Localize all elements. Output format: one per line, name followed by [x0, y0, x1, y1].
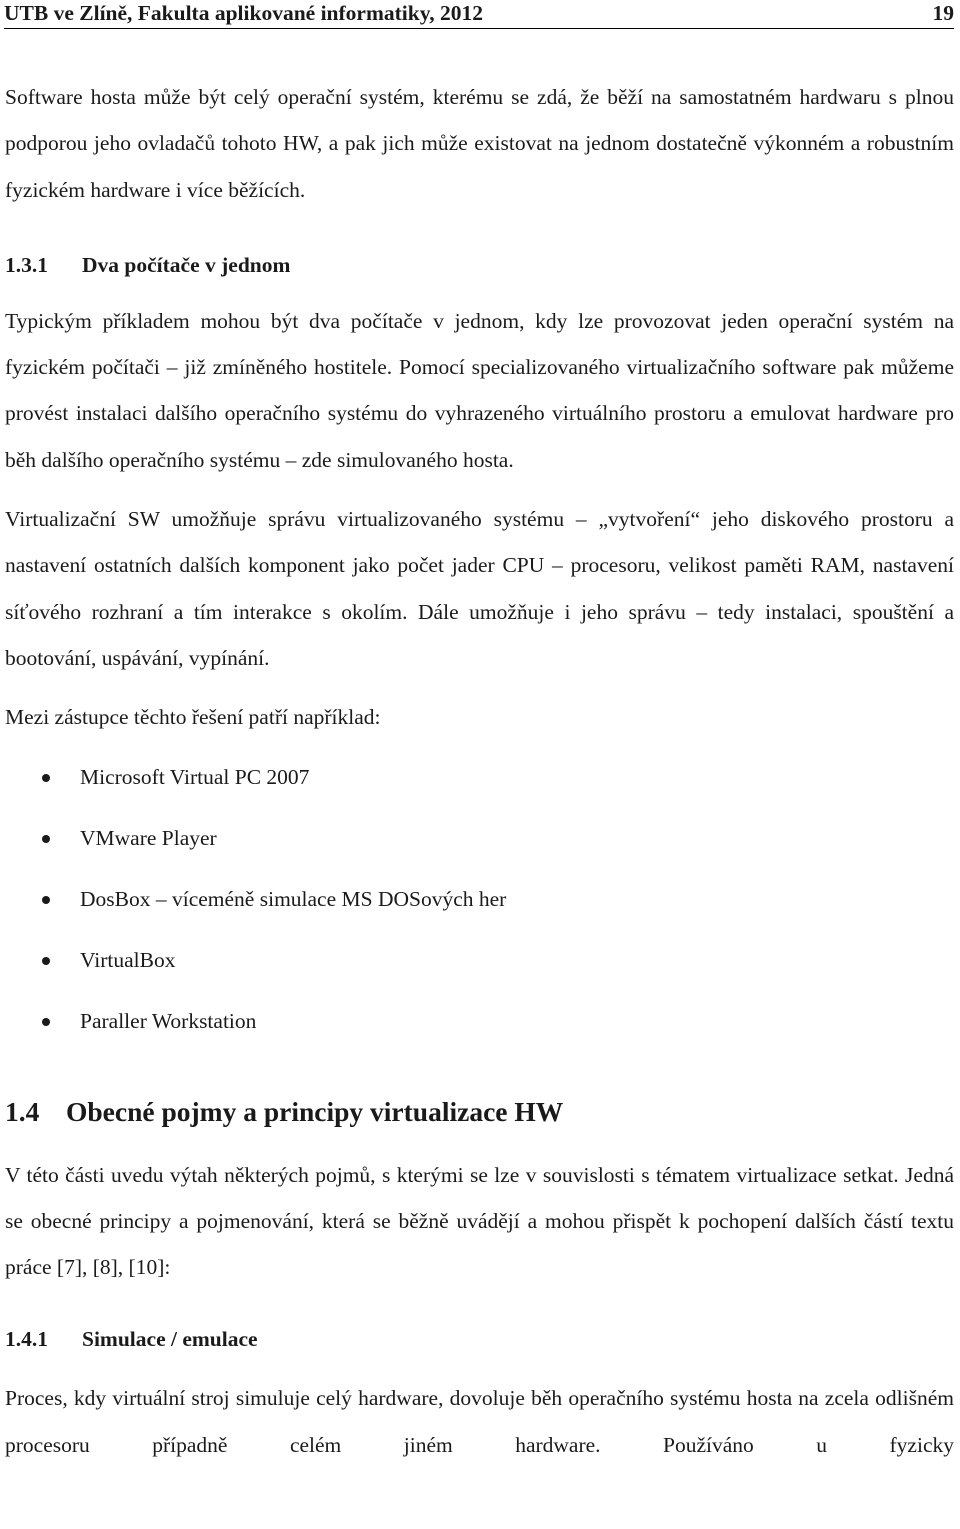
- section-number: 1.3.1: [5, 252, 48, 277]
- list-item: VMware Player: [5, 808, 954, 869]
- section-heading-1-3-1: [5, 242, 954, 288]
- list-intro: Mezi zástupce těchto řešení patří například:: [5, 705, 381, 730]
- list-item: Microsoft Virtual PC 2007: [5, 747, 954, 808]
- list-item: DosBox – víceméně simulace MS DOSových her: [5, 869, 954, 930]
- header-title: UTB ve Zlíně, Fakulta aplikované informatiky, 2012: [4, 1, 484, 25]
- software-list: [5, 747, 954, 1052]
- bullet-icon: [42, 835, 50, 843]
- section-title: Obecné pojmy a principy virtualizace HW: [66, 1095, 564, 1127]
- paragraph-virtualization-sw: Virtualizační SW umožňuje správu virtualizovaného systému – „vytvoření“ jeho diskového prostoru a nastavení ostatních dalších komponent jako počet jader CPU – procesoru, velikost paměti RAM, nastavení síťového rozhraní a tím interakce s okolím. Dále umožňuje i jeho správu – tedy instalaci, spouštění a bootování, uspávání, vypínání.: [5, 507, 954, 670]
- bullet-icon: [42, 957, 50, 965]
- section-heading-1-4: [5, 1089, 954, 1135]
- section-title: Simulace / emulace: [82, 1327, 258, 1352]
- intro-paragraph: Software hosta může být celý operační systém, kterému se zdá, že běží na samostatném hardwaru s plnou podporou jeho ovladačů tohoto HW, a pak jich může existovat na jednom dostatečně výkonném a robustním fyzickém hardware i více běžících.: [5, 85, 954, 202]
- paragraph-general-concepts: V této části uvedu výtah některých pojmů, s kterými se lze v souvislosti s tématem virtualizace setkat. Jedná se obecné principy a pojmenování, která se běžně uvádějí a mohou přispět k pochopení dalších částí textu práce [7], [8], [10]:: [5, 1162, 954, 1280]
- page-header: [4, 0, 954, 29]
- page-number: 19: [932, 1, 954, 25]
- paragraph-two-computers: Typickým příkladem mohou být dva počítače v jednom, kdy lze provozovat jeden operační systém na fyzickém počítači – již zmíněného hostitele. Pomocí specializovaného virtualizačního software pak můžeme provést instalaci dalšího operačního systému do vyhrazeného virtuálního prostoru a emulovat hardware pro běh dalšího operačního systému – zde simulovaného hosta.: [5, 308, 954, 472]
- section-number: 1.4: [5, 1095, 40, 1127]
- list-item: VirtualBox: [5, 930, 954, 991]
- page-content: [5, 74, 954, 1468]
- paragraph-simulation: Proces, kdy virtuální stroj simuluje celý hardware, dovoluje běh operačního systému hosta na zcela odlišném procesoru případně celém jiném hardware. Používáno u fyzicky: [5, 1386, 954, 1457]
- section-number: 1.4.1: [5, 1327, 48, 1352]
- section-heading-1-4-1: [5, 1316, 954, 1362]
- bullet-icon: [42, 774, 50, 782]
- section-title: Dva počítače v jednom: [82, 252, 291, 277]
- list-item: Paraller Workstation: [5, 991, 954, 1052]
- bullet-icon: [42, 896, 50, 904]
- bullet-icon: [42, 1018, 50, 1026]
